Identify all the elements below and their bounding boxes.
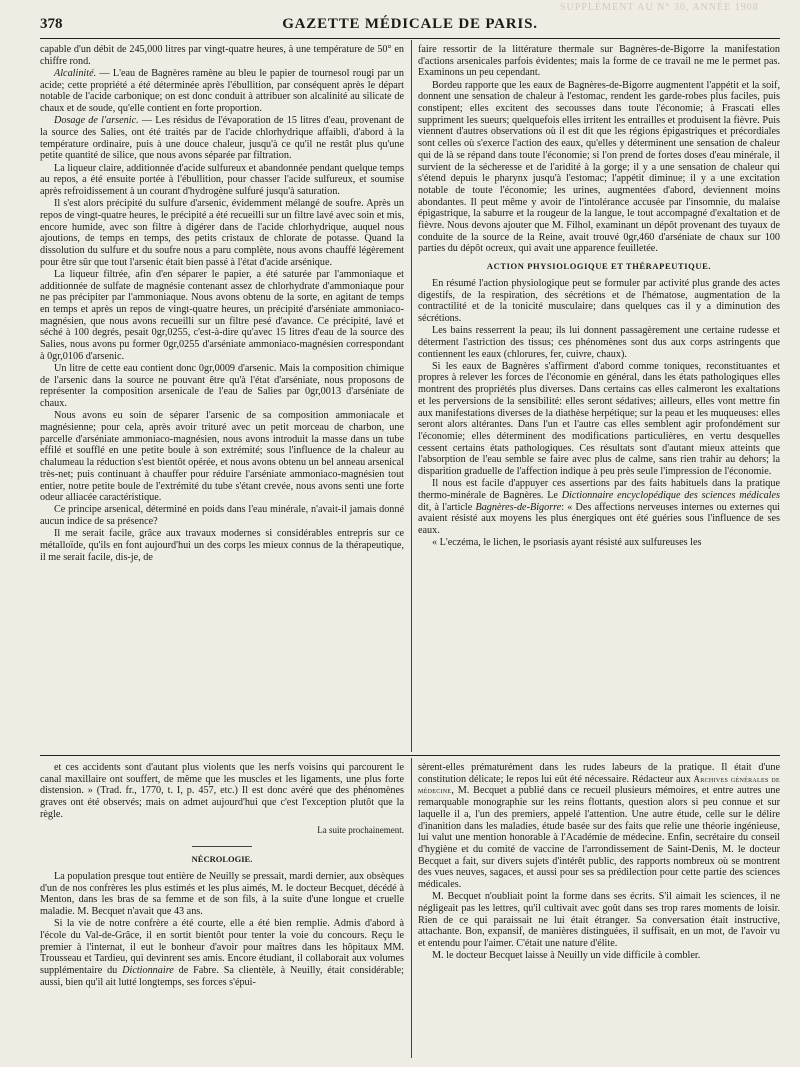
obituary-heading: NÉCROLOGIE. [191,854,253,865]
paragraph: La liqueur claire, additionnée d'acide sulfureux et abandonnée pendant quelque temps au repos, a été ensuite portée à l'ébullition, pour chasser l'acide sulfureux, et soumise après refroidissement à un courant d'hydrogène sulfuré jusqu'à saturation. [40,162,404,197]
paragraph: capable d'un débit de 245,000 litres par vingt-quatre heures, à une température de 50° en chiffre rond. [40,44,404,67]
paragraph-text: de Fabre. Sa clientèle, à Neuilly, était considérable; aussi, bien qu'il ait lutté longtemps, ses forces s'épui- [40,965,404,988]
paragraph: « L'eczéma, le lichen, le psoriasis ayant résisté aux sulfureuses les [432,537,702,549]
article-column-right [418,44,780,752]
feuilleton-column-right [418,762,780,1060]
feuilleton-column-left [40,762,404,1060]
paragraph: La liqueur filtrée, afin d'en séparer le papier, a été saturée par l'ammoniaque et additionnée de sulfate de magnésie contenant assez de chlorhydrate d'ammoniaque pour ne pas précipiter par l'ammoniaque. Nous avons obtenu de la sorte, en agitant de temps en temps et après un repos de vingt-quatre heures, un précipité d'arséniate ammoniaco-magnésien, que nous avons recueilli sur un filtre pesé d'avance. Ce précipité, lavé et séché à 100 degrés, pesait 0gr,0255, c'est-à-dire qu'avec 15 litres d'eau de la source des Salies, nous avons pu former 0gr,0255 d'arséniate ammoniaco-magnésien correspondant à 0gr,0106 d'arsenic. [40,268,404,362]
continued-note: La suite prochainement. [317,824,404,835]
paragraph: En résumé l'action physiologique peut se formuler par activité plus grande des actes digestifs, de la respiration, des sécrétions et de l'hématose, augmentation de la contractilité et de la tonicité musculaire; dans quelques cas il y a diminution des sécrétions. [418,277,780,324]
short-rule [192,846,252,847]
paragraph: Il s'est alors précipité du sulfure d'arsenic, évidemment mélangé de soufre. Après un repos de vingt-quatre heures, le précipité a été recueilli sur un filtre lavé avec soin et mis, encore humide, avec son filtre à digérer dans de l'acide chlorhydrique, auquel nous ajoutions, de temps en temps, des petits cristaux de chlorate de potasse. Quand la dissolution du sulfure et du soufre nous a paru complète, nous avons chauffé légèrement pour être sûr que tout l'arsenic était bien passé à l'état d'acide arsénique. [40,198,404,268]
paragraph [40,115,404,162]
paragraph [418,478,780,537]
paragraph: M. Becquet n'oubliait point la forme dans ses écrits. S'il aimait les sciences, il ne négligeait pas les lettres, qu'il cultivait avec goût dans ses trop rares moments de loisir. Rien de ce qui paraissait ne lui était étranger. Sa conversation était instructive, attachante. Bon, expansif, de manières distinguées, il suffisait, en un mot, de l'avoir vu et entendu pour l'aimer. C'était une nature d'élite. [418,891,780,950]
paragraph: Nous avons eu soin de séparer l'arsenic de sa composition ammoniacale et magnésienne; pour cela, après avoir trituré avec un petit morceau de charbon, une parcelle d'arséniate ammoniaco-magnésien, nous avons introduit la masse dans un tube effilé et soufflé en une petite boule à son extrémité; sous l'influence de la chaleur au chalumeau la réduction s'est bientôt opérée, et nous avons obtenu un bel anneau arsenical très-net; puis continuant à chauffer pour réduire l'arséniate ammoniaco-magnésien tout entier, notre petite boule de l'extrémité du tube s'étant crevée, nous avons senti une forte odeur alliacée caractéristique. [40,410,404,504]
paragraph: Il me serait facile, grâce aux travaux modernes si considérables entrepris sur ce métalloïde, qu'ils en font aujourd'hui un des corps les mieux connus de la thérapeutique, il me serait facile, dis-je, de [40,528,404,563]
journal-title: GAZETTE MÉDICALE DE PARIS. [282,16,538,32]
article-column-left [40,44,404,752]
bottom-column-divider [411,758,412,1058]
subheading-dosage: Dosage de l'arsenic. [54,115,139,127]
paragraph-text: — L'eau de Bagnères ramène au bleu le papier de tournesol rougi par un acide; cette propriété a été déterminée après l'ébullition, par conséquent après le départ notable de l'acide carbonique; on est donc conduit à attribuer son alcalinité au silicate de chaux et de soude, qu'elle contient en forte proportion. [40,67,404,115]
bleed-through-text: SUPPLÉMENT AU N° 30, ANNÉE 1908 [560,2,759,13]
paragraph: M. le docteur Becquet laisse à Neuilly un vide difficile à combler. [432,950,701,962]
section-heading: ACTION PHYSIOLOGIQUE ET THÉRAPEUTIQUE. [486,261,712,272]
paragraph-text: dit, à l'article [418,501,476,513]
page-header [40,14,780,38]
paragraph-text: Si la vie de notre confrère a été courte, elle a été bien remplie. Admis d'abord à l'école du Val-de-Grâce, il en sortit bientôt pour tenter la voie du concours. Reçu le premier à l'internat, il eut le bonheur d'avoir pour maîtres dans les hôpitaux MM. Trousseau et Tardieu, qui devinrent ses amis. Encore étudiant, il collaborait aux volumes supplémentaire du [40,918,404,977]
paragraph-text: , M. Becquet a publié dans ce recueil plusieurs mémoires, et entre autres une remarquable monographie sur les reins flottants, question alors si peu connue et sur laquelle il a, l'un des premiers, appelé l'attention. Une autre étude, celle sur le délire d'inanition dans les maladies, étude basée sur des faits que relie une théorie ingénieuse, lui valut une mention honorable à l'Académie de médecine. Enfin, secrétaire du conseil d'hygiène et du comité de vaccine de l'arrondissement de Saint-Denis, M. le docteur Becquet a fait, sur divers sujets d'intérêt public, des rapports nombreux où se montrent des vues neuves, sagaces, et aussi pour ses sa prédilection pour cette partie des sciences médicales. [418,785,780,891]
section-divider-rule [40,755,780,756]
header-rule [40,38,780,39]
cited-article-title: Bagnères-de-Bigorre [475,501,562,513]
paragraph [418,762,780,891]
paragraph: Ce principe arsenical, déterminé en poids dans l'eau minérale, n'avait-il jamais donné aucun indice de sa présence? [40,504,404,528]
paragraph: faire ressortir de la littérature thermale sur Bagnères-de-Bigorre la manifestation d'actions arsenicales parfois évidentes; mais la forme de ce travail ne me le permet pas. Examinons un peu cependant. [418,44,780,79]
paragraph: Les bains resserrent la peau; ils lui donnent passagèrement une certaine rudesse et déterment l'astriction des tissus; ces phénomènes sont dus aux corps astringents que contiennent les eaux (chlorures, fer, cuivre, chaux). [418,325,780,360]
paragraph-text: Il nous est facile d'appuyer ces assertions par des faits habituels dans la pratique thermo-minérale de Bagnères. Le [418,478,780,502]
subheading-alcalinite: Alcalinité. [54,67,97,79]
paragraph: La population presque tout entière de Neuilly se pressait, mardi dernier, aux obsèques d'un de nos confrères les plus estimés et les plus aimés, M. le docteur Becquet, décédé à Menton, dans les bras de sa femme et de son fils, à la suite d'une longue et cruelle maladie. M. Becquet n'avait que 43 ans. [40,870,404,918]
paragraph [40,68,404,115]
top-column-divider [411,40,412,752]
cited-work-title: Dictionnaire [122,965,174,977]
paragraph: Si les eaux de Bagnères s'affirment d'abord comme toniques, reconstituantes et propres à relever les forces de l'économie en général, dans les états pathologiques elles montrent des propriétés plus diverses. Dans certains cas elles calmeront les exaltations et les perversions de la sensibilité: elles seront sédatives; ailleurs, elles vont mettre fin aux manifestations diverses de la diathèse herpétique; sur la peau et les muqueuses: elles seront alors altérantes. Dans l'un et l'autre cas elles semblent agir profondément sur l'économie; elles déterminent des modifications particulières, en vertu desquelles cessent certains états pathologiques. Ces résultats sont d'autant mieux atteints que l'absorption de l'eau semble se faire avec plus de calme, sans rien trahir au dehors; la disparition graduelle de l'affection indique à peu près seule l'impression de l'économie. [418,360,780,478]
journal-name: Archives générales de médecine [418,773,780,796]
paragraph [40,918,404,988]
paragraph-text: sèrent-elles prématurément dans les rudes labeurs de la pratique. Il était d'une constitution délicate; le repos lui eût été nécessaire. Rédacteur aux [418,762,780,785]
paragraph-text: — Les résidus de l'évaporation de 15 litres d'eau, provenant de la source des Salies, ont été traités par de l'acide chlorhydrique affaibli, d'abord à la température ordinaire, puis à une douce chaleur, jusqu'à ce qu'il ne restât plus qu'une petite quantité de silice, que nous avons séparée par filtration. [40,115,404,162]
page-number: 378 [40,16,63,32]
paragraph-text: : « Des affections nerveuses internes ou externes qui avaient résisté aux moyens les plus énergiques ont été guéries sous l'influence de ses eaux. [418,501,780,537]
cited-work-title: Dictionnaire encyclopédique des sciences médicales [561,490,780,502]
paragraph: Un litre de cette eau contient donc 0gr,0009 d'arsenic. Mais la composition chimique de l'arsenic dans la source ne pouvant être qu'à l'état d'arséniate, nous proposons de représenter la composition arsenicale de l'eau de Salies par 0gr,0013 d'arséniate de chaux. [40,362,404,410]
paragraph: Bordeu rapporte que les eaux de Bagnères-de-Bigorre augmentent l'appétit et la soif, donnent une sensation de chaleur à l'estomac, rendent les garde-robes plus faciles, puis constipent; elles excitent des secousses dans toute l'économie; à Frascati elles suppriment les sueurs; quelquefois elles irritent les entrailles et produisent la fièvre. Puis viennent d'autres observations où il est dit que les régions épigastriques et précordiales sont celles où s'exerce l'action des eaux, qu'elles y déterminent une sensation de chaleur qui de là se répand dans toute l'économie; si l'on prend de fortes doses d'eau minérale, il survient de la sécheresse et de l'aridité à la gorge; il y a une sensation de chaleur qui s'étend depuis le pharynx jusqu'à l'estomac; l'appétit diminue; il y a une excitation notable de toute l'économie; les urines, augmentées d'abord, deviennent moins abondantes. Il peut même y avoir de l'intolérance accusée par l'insomnie, du malaise épigastrique, la saburre et la rougeur de la langue, le tout accompagné d'exaltation et de fièvre. Nous devons ajouter que M. Filhol, examinant un dépôt provenant des tuyaux de conduite de la source de la Reine, avait trouvé 0gr,460 d'arséniate de chaux sur 100 parties du dépôt ocreux, qui avait une apparence feuilletée. [418,79,780,255]
paragraph: et ces accidents sont d'autant plus violents que les nerfs voisins qui parcourent le canal maxillaire ont souffert, de même que les muscles et les ligaments, une plus forte distension. » (Trad. fr., 1770, t. I, p. 457, etc.) Il est donc avéré que des phénomènes graves ont été observés; mais on admet aujourd'hui que c'est l'exception plutôt que la règle. [40,762,404,820]
